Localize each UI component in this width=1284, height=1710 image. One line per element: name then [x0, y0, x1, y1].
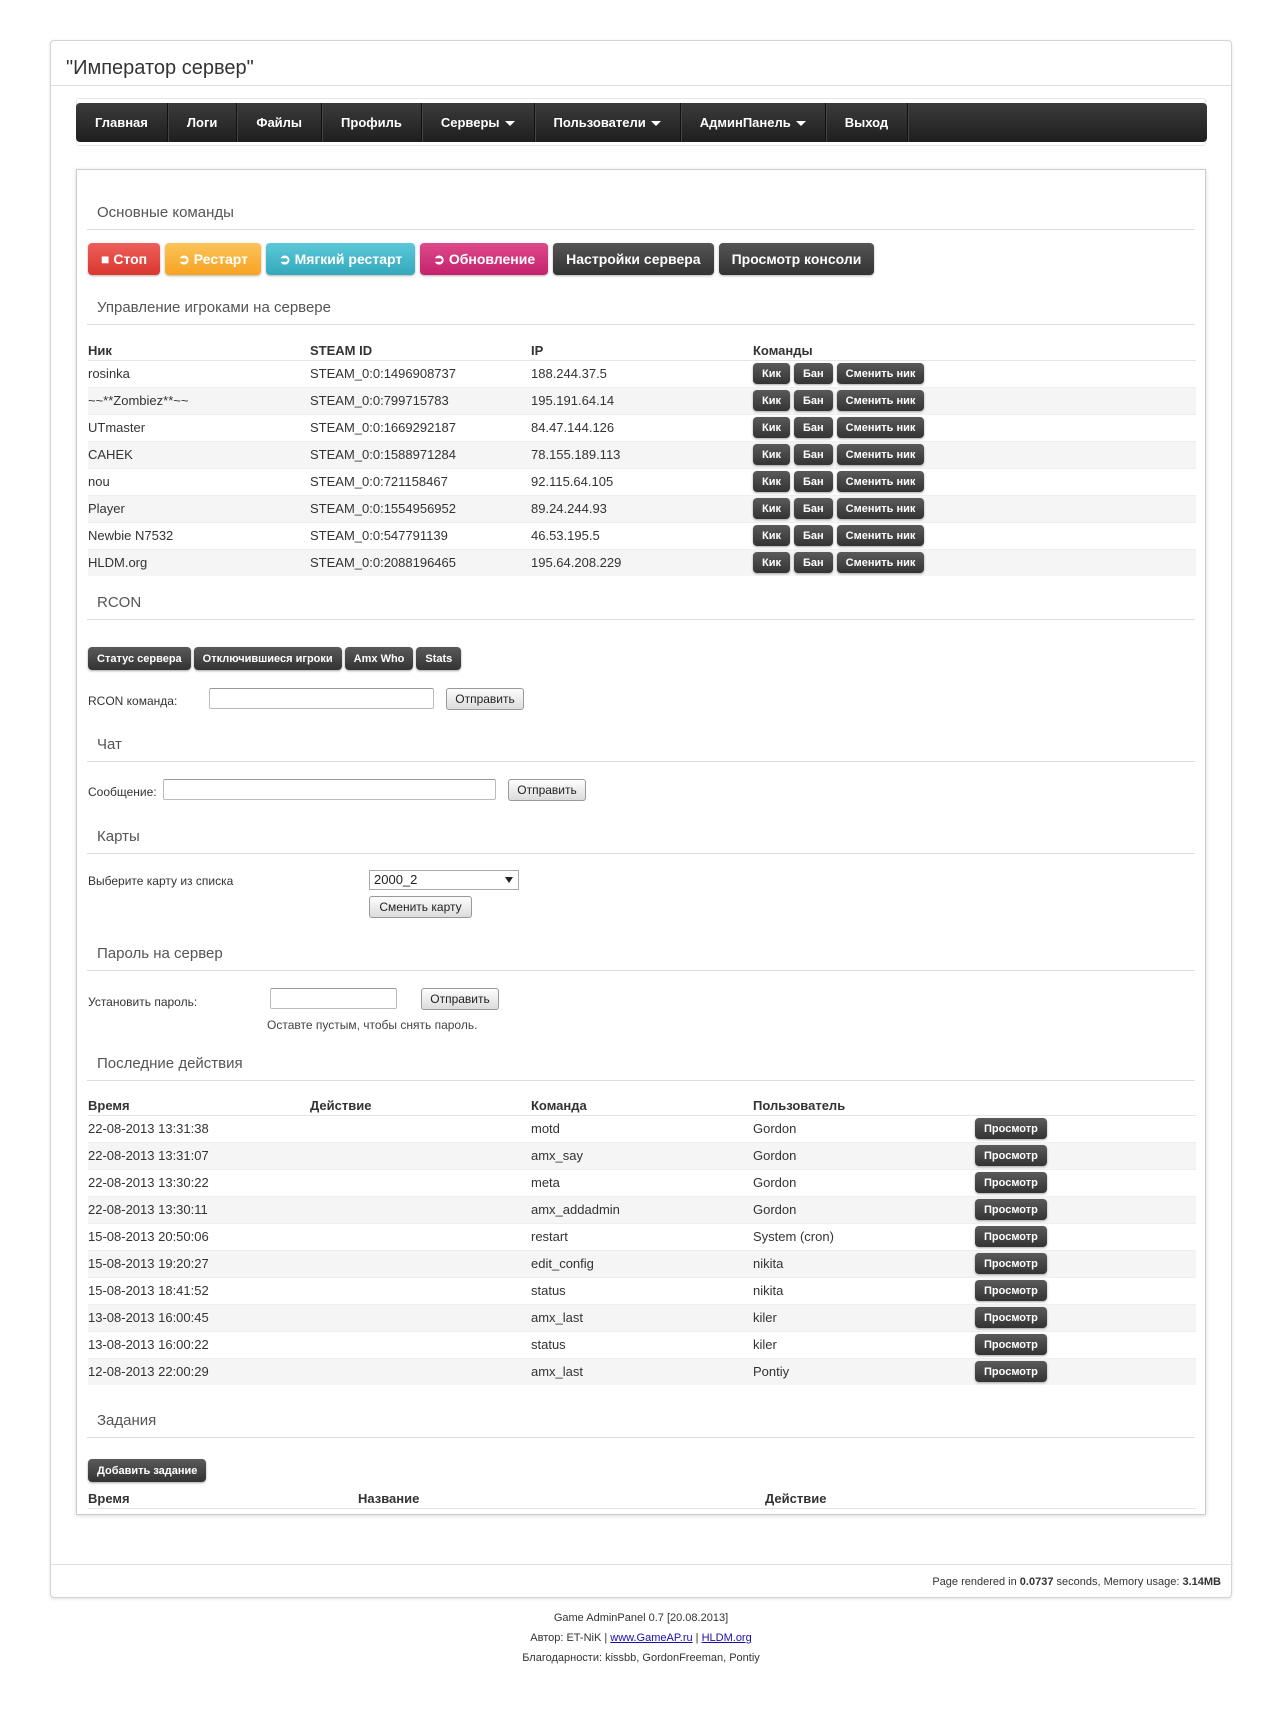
ban-button[interactable]: Бан [794, 417, 833, 438]
action-command: amx_addadmin [531, 1196, 753, 1223]
view-button[interactable]: Просмотр [975, 1361, 1047, 1382]
view-button[interactable]: Просмотр [975, 1172, 1047, 1193]
frame-header [51, 41, 1231, 86]
col-steam-id: STEAM ID [310, 338, 531, 360]
action-name [310, 1358, 531, 1385]
action-row [88, 1304, 1196, 1331]
kick-button[interactable]: Кик [753, 552, 790, 573]
section-title-chat: Чат [87, 736, 1195, 762]
rename-button[interactable]: Сменить ник [837, 417, 925, 438]
section-title-main-commands: Основные команды [87, 204, 1195, 230]
player-nick: nou [88, 468, 310, 495]
server-settings-button[interactable]: Настройки сервера [553, 243, 713, 275]
ban-button[interactable]: Бан [794, 498, 833, 519]
rcon-send-button[interactable]: Отправить [446, 688, 524, 710]
action-name [310, 1331, 531, 1358]
action-row [88, 1196, 1196, 1223]
add-task-button[interactable]: Добавить задание [88, 1459, 206, 1482]
action-user: nikita [753, 1250, 975, 1277]
map-select[interactable] [369, 870, 519, 890]
view-button[interactable]: Просмотр [975, 1280, 1047, 1301]
action-view-cell [975, 1358, 1196, 1385]
player-ip: 84.47.144.126 [531, 414, 753, 441]
section-title-tasks: Задания [87, 1412, 1195, 1438]
render-stats-prefix: Page rendered in [932, 1576, 1020, 1588]
stats-button[interactable]: Stats [416, 647, 461, 670]
player-commands [753, 522, 1196, 549]
col-task-action: Действие [765, 1486, 1196, 1508]
action-user: Gordon [753, 1115, 975, 1142]
ban-button[interactable]: Бан [794, 552, 833, 573]
rename-button[interactable]: Сменить ник [837, 498, 925, 519]
col-user: Пользователь [753, 1093, 975, 1115]
player-commands [753, 549, 1196, 576]
caret-down-icon [651, 121, 661, 126]
credits-sep: | [692, 1632, 702, 1644]
player-nick: rosinka [88, 360, 310, 387]
nav-item-label: Выход [844, 115, 889, 130]
section-title-rcon: RCON [87, 594, 1195, 620]
player-ip: 46.53.195.5 [531, 522, 753, 549]
action-command: amx_last [531, 1304, 753, 1331]
player-ip: 89.24.244.93 [531, 495, 753, 522]
action-row [88, 1223, 1196, 1250]
password-label: Установить пароль: [88, 995, 198, 1009]
col-command: Команда [531, 1093, 753, 1115]
action-row [88, 1358, 1196, 1385]
player-row [88, 360, 1196, 387]
col-task-name: Название [358, 1486, 765, 1508]
chat-message-label: Сообщение: [88, 785, 157, 799]
chat-message-input[interactable] [163, 779, 496, 800]
action-name [310, 1115, 531, 1142]
disconnected-players-button[interactable]: Отключившиеся игроки [194, 647, 342, 670]
change-map-button[interactable]: Сменить карту [369, 896, 472, 918]
ban-button[interactable]: Бан [794, 390, 833, 411]
rename-button[interactable]: Сменить ник [837, 363, 925, 384]
password-send-button[interactable]: Отправить [421, 988, 499, 1010]
action-user: Gordon [753, 1142, 975, 1169]
player-ip: 195.191.64.14 [531, 387, 753, 414]
player-row [88, 495, 1196, 522]
nav-item-5[interactable] [535, 103, 681, 142]
main-frame [50, 40, 1232, 1598]
action-view-cell [975, 1250, 1196, 1277]
password-hint: Оставте пустым, чтобы снять пароль. [267, 1018, 478, 1032]
main-commands-row [88, 243, 874, 275]
players-table [88, 338, 1196, 576]
player-commands [753, 495, 1196, 522]
stop-button[interactable]: ■ Стоп [88, 243, 160, 275]
kick-button[interactable]: Кик [753, 417, 790, 438]
action-view-cell [975, 1331, 1196, 1358]
hldm-link[interactable]: HLDM.org [701, 1632, 752, 1644]
nav-item-label: Главная [95, 115, 148, 130]
action-time: 12-08-2013 22:00:29 [88, 1358, 310, 1385]
col-action: Действие [310, 1093, 531, 1115]
amx-who-button[interactable]: Amx Who [345, 647, 414, 670]
tasks-table-header [88, 1486, 1196, 1508]
player-commands [753, 414, 1196, 441]
view-button[interactable]: Просмотр [975, 1199, 1047, 1220]
credits-author [50, 1632, 1232, 1644]
gameap-link[interactable]: www.GameAP.ru [610, 1632, 693, 1644]
action-user: System (cron) [753, 1223, 975, 1250]
player-steam: STEAM_0:0:721158467 [310, 468, 531, 495]
view-button[interactable]: Просмотр [975, 1145, 1047, 1166]
action-name [310, 1169, 531, 1196]
view-button[interactable]: Просмотр [975, 1307, 1047, 1328]
action-time: 22-08-2013 13:31:38 [88, 1115, 310, 1142]
credits-version: Game AdminPanel 0.7 [20.08.2013] [553, 1612, 729, 1624]
credits-author-prefix: Автор: ET-NiK | [530, 1632, 611, 1644]
action-view-cell [975, 1223, 1196, 1250]
action-name [310, 1250, 531, 1277]
action-time: 13-08-2013 16:00:22 [88, 1331, 310, 1358]
rcon-command-input[interactable] [209, 688, 434, 709]
nav-item-label: Логи [186, 115, 218, 130]
kick-button[interactable]: Кик [753, 498, 790, 519]
action-row [88, 1277, 1196, 1304]
map-select-value: 2000_2 [374, 872, 418, 887]
view-button[interactable]: Просмотр [975, 1118, 1047, 1139]
player-nick: Player [88, 495, 310, 522]
nav-item-4[interactable] [422, 103, 535, 142]
action-user: Gordon [753, 1196, 975, 1223]
action-name [310, 1223, 531, 1250]
render-time: 0.0737 [1019, 1576, 1054, 1588]
action-view-cell [975, 1304, 1196, 1331]
map-select-label: Выберите карту из списка [88, 874, 234, 888]
nav-item-2[interactable] [237, 103, 322, 142]
col-ip: IP [531, 338, 753, 360]
nav-wrapper [76, 98, 1206, 146]
player-row [88, 414, 1196, 441]
rcon-command-label: RCON команда: [88, 694, 178, 708]
actions-table-header [88, 1093, 1196, 1115]
credits-thanks: Благодарности: kissbb, GordonFreeman, Pontiy [522, 1652, 760, 1664]
action-name [310, 1304, 531, 1331]
player-steam: STEAM_0:0:799715783 [310, 387, 531, 414]
action-time: 15-08-2013 19:20:27 [88, 1250, 310, 1277]
action-view-cell [975, 1169, 1196, 1196]
action-time: 22-08-2013 13:31:07 [88, 1142, 310, 1169]
nav-item-label: Серверы [440, 115, 500, 130]
memory-usage: 3.14MB [1182, 1576, 1221, 1588]
action-command: status [531, 1277, 753, 1304]
actions-table [88, 1093, 1196, 1385]
action-view-cell [975, 1277, 1196, 1304]
action-view-cell [975, 1196, 1196, 1223]
section-title-password: Пароль на сервер [87, 945, 1195, 971]
tasks-table [88, 1486, 1196, 1509]
rename-button[interactable]: Сменить ник [837, 525, 925, 546]
nav-item-6[interactable] [681, 103, 826, 142]
dropdown-arrow-icon [505, 877, 513, 883]
action-time: 22-08-2013 13:30:22 [88, 1169, 310, 1196]
content-panel [76, 169, 1206, 1515]
render-stats [51, 1564, 1233, 1598]
caret-down-icon [796, 121, 806, 126]
player-ip: 195.64.208.229 [531, 549, 753, 576]
view-button[interactable]: Просмотр [975, 1334, 1047, 1355]
player-row [88, 387, 1196, 414]
action-user: Gordon [753, 1169, 975, 1196]
nav-item-label: Профиль [341, 115, 402, 130]
action-row [88, 1169, 1196, 1196]
ban-button[interactable]: Бан [794, 471, 833, 492]
soft-restart-button[interactable]: ➲ Мягкий рестарт [266, 243, 415, 275]
players-table-header [88, 338, 1196, 360]
chat-send-button[interactable]: Отправить [508, 779, 586, 801]
action-user: kiler [753, 1331, 975, 1358]
ban-button[interactable]: Бан [794, 363, 833, 384]
nav-item-0[interactable] [76, 103, 168, 142]
col-time: Время [88, 1093, 310, 1115]
server-status-button[interactable]: Статус сервера [88, 647, 191, 670]
action-time: 15-08-2013 20:50:06 [88, 1223, 310, 1250]
action-row [88, 1142, 1196, 1169]
action-command: meta [531, 1169, 753, 1196]
player-nick: Newbie N7532 [88, 522, 310, 549]
action-user: nikita [753, 1277, 975, 1304]
player-steam: STEAM_0:0:1554956952 [310, 495, 531, 522]
player-steam: STEAM_0:0:1588971284 [310, 441, 531, 468]
navbar [76, 103, 1207, 142]
action-command: restart [531, 1223, 753, 1250]
action-row [88, 1250, 1196, 1277]
rename-button[interactable]: Сменить ник [837, 471, 925, 492]
player-row [88, 522, 1196, 549]
action-command: amx_last [531, 1358, 753, 1385]
col-nick: Ник [88, 338, 310, 360]
player-ip: 78.155.189.113 [531, 441, 753, 468]
nav-item-label: Пользователи [553, 115, 646, 130]
action-time: 22-08-2013 13:30:11 [88, 1196, 310, 1223]
view-button[interactable]: Просмотр [975, 1226, 1047, 1247]
section-title-maps: Карты [87, 828, 1195, 854]
kick-button[interactable]: Кик [753, 444, 790, 465]
nav-item-1[interactable] [168, 103, 237, 142]
player-steam: STEAM_0:0:2088196465 [310, 549, 531, 576]
action-command: amx_say [531, 1142, 753, 1169]
player-commands [753, 441, 1196, 468]
col-task-time: Время [88, 1486, 358, 1508]
kick-button[interactable]: Кик [753, 471, 790, 492]
player-nick: UTmaster [88, 414, 310, 441]
action-time: 13-08-2013 16:00:45 [88, 1304, 310, 1331]
kick-button[interactable]: Кик [753, 390, 790, 411]
restart-button[interactable]: ➲ Рестарт [165, 243, 261, 275]
view-console-button[interactable]: Просмотр консоли [719, 243, 875, 275]
player-ip: 92.115.64.105 [531, 468, 753, 495]
action-row [88, 1115, 1196, 1142]
action-time: 15-08-2013 18:41:52 [88, 1277, 310, 1304]
action-row [88, 1331, 1196, 1358]
player-steam: STEAM_0:0:547791139 [310, 522, 531, 549]
action-user: kiler [753, 1304, 975, 1331]
password-input[interactable] [270, 988, 397, 1009]
action-view-cell [975, 1142, 1196, 1169]
update-button[interactable]: ➲ Обновление [420, 243, 548, 275]
player-row [88, 549, 1196, 576]
kick-button[interactable]: Кик [753, 525, 790, 546]
col-view [975, 1093, 1196, 1115]
view-button[interactable]: Просмотр [975, 1253, 1047, 1274]
caret-down-icon [505, 121, 515, 126]
player-nick: HLDM.org [88, 549, 310, 576]
render-stats-mid: seconds, Memory usage: [1053, 1576, 1183, 1588]
col-commands: Команды [753, 338, 1196, 360]
action-command: motd [531, 1115, 753, 1142]
player-row [88, 441, 1196, 468]
nav-item-label: АдминПанель [699, 115, 791, 130]
rename-button[interactable]: Сменить ник [837, 390, 925, 411]
player-commands [753, 360, 1196, 387]
nav-item-3[interactable] [322, 103, 422, 142]
section-title-players: Управление игроками на сервере [87, 299, 1195, 325]
action-name [310, 1277, 531, 1304]
action-name [310, 1196, 531, 1223]
player-nick: ~~**Zombiez**~~ [88, 387, 310, 414]
action-command: edit_config [531, 1250, 753, 1277]
player-nick: CAHEK [88, 441, 310, 468]
player-steam: STEAM_0:0:1496908737 [310, 360, 531, 387]
player-steam: STEAM_0:0:1669292187 [310, 414, 531, 441]
nav-item-label: Файлы [256, 115, 303, 130]
action-command: status [531, 1331, 753, 1358]
site-title: "Император сервер" [66, 57, 254, 79]
ban-button[interactable]: Бан [794, 444, 833, 465]
ban-button[interactable]: Бан [794, 525, 833, 546]
action-name [310, 1142, 531, 1169]
action-user: Pontiy [753, 1358, 975, 1385]
section-title-recent-actions: Последние действия [87, 1055, 1195, 1081]
rcon-buttons-row [88, 647, 461, 670]
rename-button[interactable]: Сменить ник [837, 444, 925, 465]
player-commands [753, 468, 1196, 495]
kick-button[interactable]: Кик [753, 363, 790, 384]
player-ip: 188.244.37.5 [531, 360, 753, 387]
player-commands [753, 387, 1196, 414]
player-row [88, 468, 1196, 495]
rename-button[interactable]: Сменить ник [837, 552, 925, 573]
nav-item-7[interactable] [826, 103, 908, 142]
action-view-cell [975, 1115, 1196, 1142]
